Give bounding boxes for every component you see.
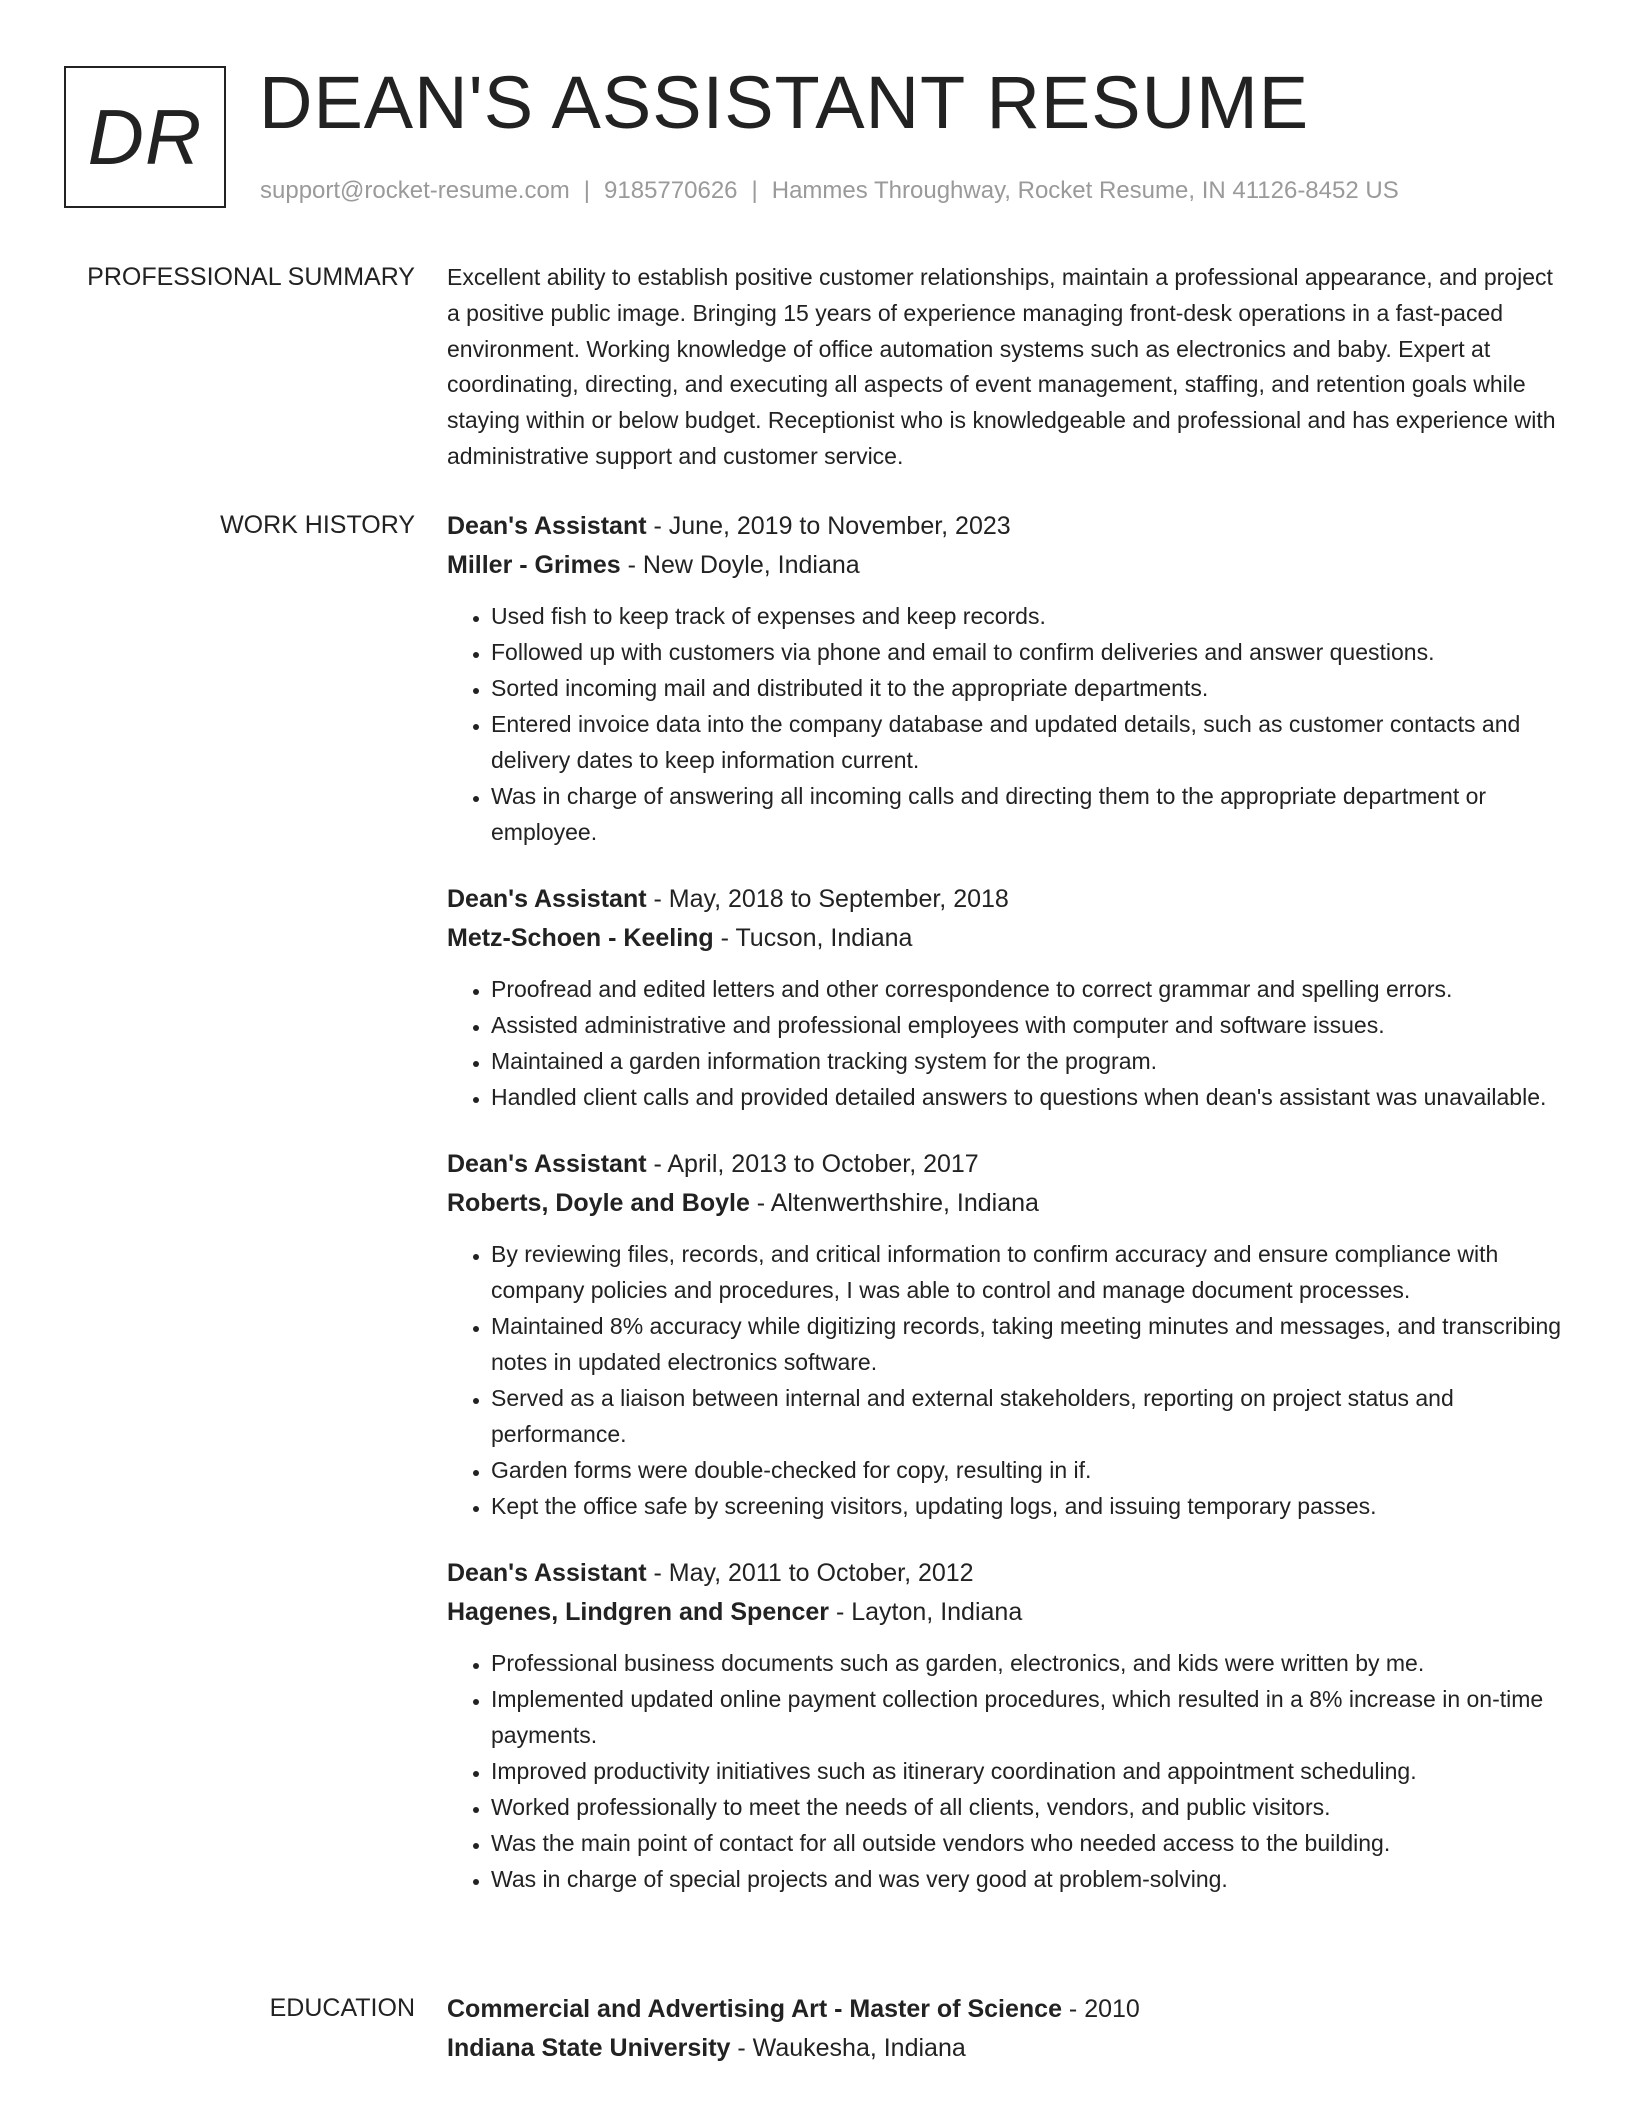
- job-title: Dean's Assistant: [447, 1150, 647, 1178]
- job-bullet: • Was the main point of contact for all outside vendors who needed access to the building.: [491, 1825, 1567, 1861]
- job-bullet: • Served as a liaison between internal and external stakeholders, reporting on project status and performance.: [491, 1380, 1567, 1452]
- education-degree: Commercial and Advertising Art - Master of Science: [447, 1995, 1062, 2023]
- job-bullet: • Professional business documents such as garden, electronics, and kids were written by me.: [491, 1645, 1567, 1681]
- job-company-line: [447, 1593, 1567, 1631]
- job-title: Dean's Assistant: [447, 1559, 647, 1587]
- summary-text: Excellent ability to establish positive customer relationships, maintain a professional appearance, and project a positive public image. Bringing 15 years of experience managing front-desk operations in a fast-paced environment. Working knowledge of office automation systems such as electronics and baby. Expert at coordinating, directing, and executing all aspects of event management, staffing, and retention goals while staying within or below budget. Receptionist who is knowledgeable and professional and has experience with administrative support and customer service.: [447, 264, 1556, 469]
- job-company: Roberts, Doyle and Boyle: [447, 1189, 750, 1217]
- job-entry: [447, 1554, 1567, 1897]
- contact-address: Hammes Throughway, Rocket Resume, IN 41126-8452 US: [771, 177, 1399, 204]
- monogram-initials: DR: [64, 66, 226, 208]
- job-company: Hagenes, Lindgren and Spencer: [447, 1598, 830, 1626]
- education-body: [447, 1990, 1567, 2097]
- contact-phone: 9185770626: [604, 177, 738, 204]
- contact-separator: |: [751, 177, 758, 204]
- job-bullet: • Maintained a garden information tracking system for the program.: [491, 1043, 1567, 1079]
- job-company: Metz-Schoen - Keeling: [447, 924, 714, 952]
- job-bullet: • Used fish to keep track of expenses and keep records.: [491, 598, 1567, 634]
- job-title-line: [447, 1145, 1567, 1183]
- job-bullets: [447, 1645, 1567, 1897]
- education-heading: EDUCATION: [269, 1994, 415, 2022]
- job-bullets: [447, 971, 1567, 1115]
- job-bullet: • Was in charge of special projects and was very good at problem-solving.: [491, 1861, 1567, 1897]
- job-bullets: [447, 598, 1567, 850]
- job-company-line: [447, 919, 1567, 957]
- job-location: - Altenwerthshire, Indiana: [749, 1189, 1039, 1217]
- education-degree-line: [447, 1990, 1567, 2028]
- job-entry: [447, 880, 1567, 1115]
- job-bullet: • Sorted incoming mail and distributed it to the appropriate departments.: [491, 670, 1567, 706]
- job-bullet: • Followed up with customers via phone and email to confirm deliveries and answer questions.: [491, 634, 1567, 670]
- education-entry: [447, 1990, 1567, 2067]
- job-bullet: • By reviewing files, records, and critical information to confirm accuracy and ensure compliance with company policies and procedures, I was able to control and manage document processes.: [491, 1236, 1567, 1308]
- work-history-heading: WORK HISTORY: [220, 511, 415, 539]
- job-title: Dean's Assistant: [447, 512, 647, 540]
- summary-body: [447, 259, 1567, 475]
- job-bullet: • Kept the office safe by screening visitors, updating logs, and issuing temporary passes.: [491, 1488, 1567, 1524]
- job-entry: [447, 1145, 1567, 1524]
- job-bullet: • Entered invoice data into the company database and updated details, such as customer contacts and delivery dates to keep information current.: [491, 706, 1567, 778]
- job-location: - Tucson, Indiana: [713, 924, 913, 952]
- job-location: - Layton, Indiana: [829, 1598, 1023, 1626]
- job-dates: - April, 2013 to October, 2017: [646, 1150, 979, 1178]
- education-school: Indiana State University: [447, 2034, 731, 2062]
- job-title-line: [447, 1554, 1567, 1592]
- job-location: - New Doyle, Indiana: [620, 551, 860, 579]
- job-dates: - May, 2018 to September, 2018: [646, 885, 1009, 913]
- job-dates: - June, 2019 to November, 2023: [646, 512, 1011, 540]
- job-bullet: • Implemented updated online payment collection procedures, which resulted in a 8% increase in on-time payments.: [491, 1681, 1567, 1753]
- job-bullets: [447, 1236, 1567, 1524]
- job-bullet: • Worked professionally to meet the needs of all clients, vendors, and public visitors.: [491, 1789, 1567, 1825]
- resume-title: DEAN'S ASSISTANT RESUME: [259, 61, 1310, 144]
- job-entry: [447, 507, 1567, 850]
- contact-separator: |: [583, 177, 591, 204]
- education-school-line: [447, 2029, 1567, 2067]
- job-title: Dean's Assistant: [447, 885, 647, 913]
- job-company: Miller - Grimes: [447, 551, 621, 579]
- job-title-line: [447, 507, 1567, 545]
- job-title-line: [447, 880, 1567, 918]
- job-company-line: [447, 1184, 1567, 1222]
- education-location: - Waukesha, Indiana: [730, 2034, 966, 2062]
- job-bullet: • Handled client calls and provided detailed answers to questions when dean's assistant was unavailable.: [491, 1079, 1567, 1115]
- contact-line: [260, 174, 1399, 208]
- job-bullet: • Was in charge of answering all incoming calls and directing them to the appropriate department or employee.: [491, 778, 1567, 850]
- job-company-line: [447, 546, 1567, 584]
- job-bullet: • Improved productivity initiatives such as itinerary coordination and appointment scheduling.: [491, 1753, 1567, 1789]
- education-year: - 2010: [1061, 1995, 1140, 2023]
- summary-heading: PROFESSIONAL SUMMARY: [87, 263, 415, 291]
- job-bullet: • Proofread and edited letters and other correspondence to correct grammar and spelling errors.: [491, 971, 1567, 1007]
- job-bullet: • Maintained 8% accuracy while digitizing records, taking meeting minutes and messages, and transcribing notes in updated electronics software.: [491, 1308, 1567, 1380]
- job-dates: - May, 2011 to October, 2012: [646, 1559, 974, 1587]
- contact-email: support@rocket-resume.com: [260, 177, 570, 204]
- job-bullet: • Garden forms were double-checked for copy, resulting in if.: [491, 1452, 1567, 1488]
- job-bullet: • Assisted administrative and professional employees with computer and software issues.: [491, 1007, 1567, 1043]
- work-history-body: [447, 507, 1567, 1927]
